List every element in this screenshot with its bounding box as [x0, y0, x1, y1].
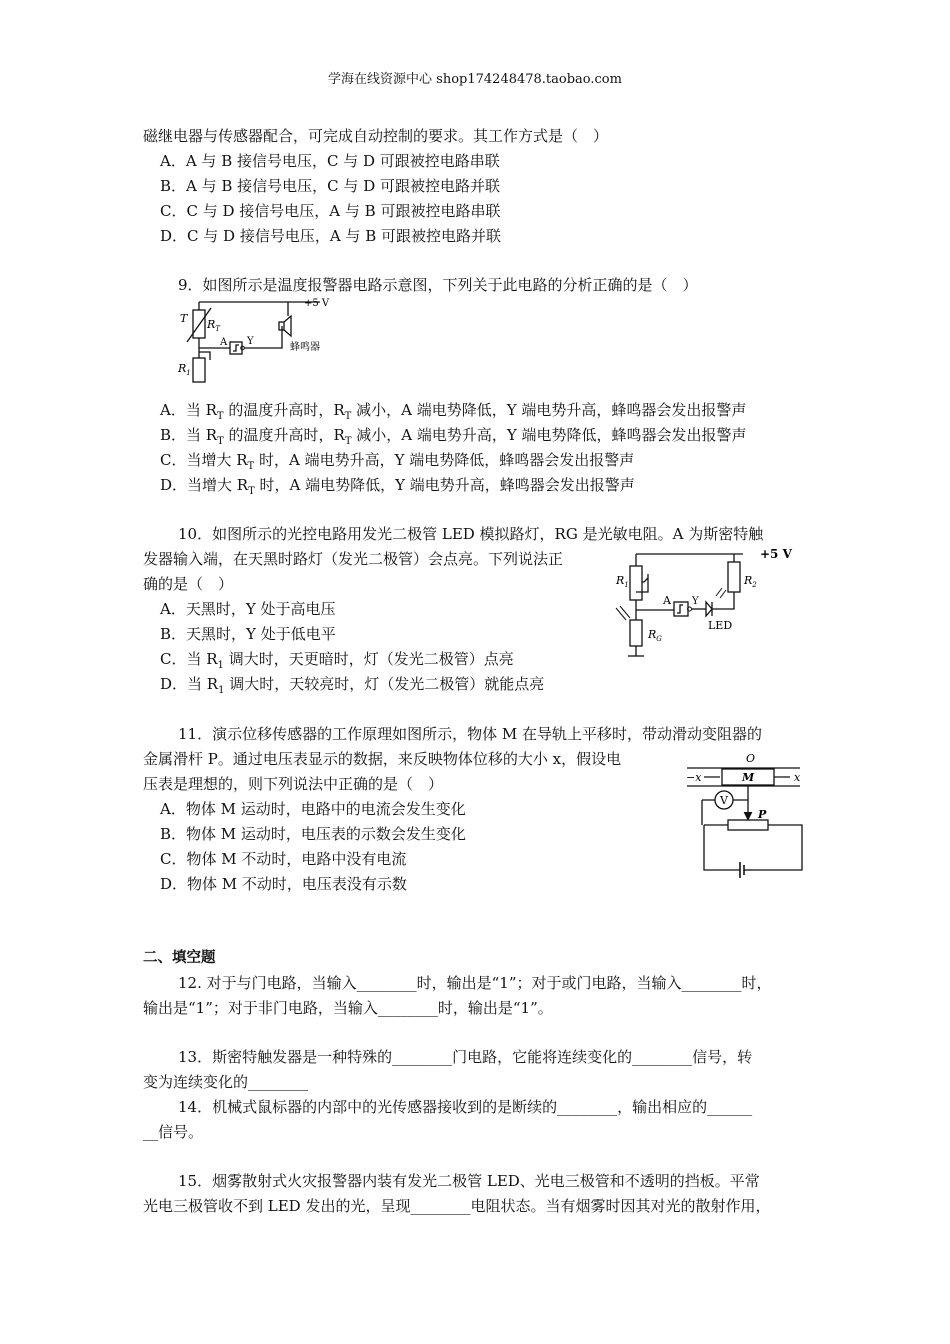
q11-option-c: C．物体 M 不动时，电路中没有电流 — [160, 850, 407, 868]
q11-label-o: O — [746, 752, 756, 765]
q11-label-x: x — [794, 771, 801, 784]
q10-resistor-r2 — [728, 562, 740, 592]
page-header: 学海在线资源中心 shop174248478.taobao.com — [328, 72, 622, 87]
q10-label-led: LED — [708, 619, 733, 632]
q12-line2: 输出是“1”；对于非门电路，当输入________时，输出是“1”。 — [143, 999, 553, 1017]
q10-led-diode — [706, 602, 712, 616]
q11-option-d: D．物体 M 不动时，电压表没有示数 — [160, 875, 407, 893]
q8-option-d: D．C 与 D 接信号电压，A 与 B 可跟被控电路并联 — [160, 227, 501, 245]
q11-slider-p — [744, 812, 752, 820]
q10-resistor-r1 — [630, 566, 642, 600]
q11-label-v: V — [720, 794, 728, 807]
q8-stem: 磁继电器与传感器配合，可完成自动控制的要求。其工作方式是（ ） — [143, 127, 609, 145]
svg-text:R2: $R_2$ — [744, 574, 757, 589]
q11-circuit-diagram — [682, 752, 812, 887]
section-title-fill-blank: 二、填空题 — [143, 950, 216, 966]
q9-option-c: C．当增大 $R_T$ 时，A 端电势升高，Y 端电势降低，蜂鸣器会发出报警声 — [160, 451, 635, 472]
q8-option-c: C．C 与 D 接信号电压，A 与 B 可跟被控电路串联 — [160, 202, 501, 220]
q11-stem-line2: 金属滑杆 P。通过电压表显示的数据，来反映物体位移的大小 x，假设电 — [143, 750, 622, 768]
q9-circuit-diagram — [172, 296, 342, 386]
q10-option-c: C．当 $R_1$ 调大时，天更暗时，灯（发光二极管）点亮 — [160, 650, 514, 671]
q11-slide-rheostat — [728, 820, 768, 830]
q11-stem-line1: 11．演示位移传感器的工作原理如图所示，物体 M 在导轨上平移时，带动滑动变阻器的 — [178, 725, 762, 743]
q11-label-negx: −x — [686, 771, 702, 784]
q10-label-5v: +5 V — [760, 547, 792, 561]
q9-option-b: B．当 $R_T$ 的温度升高时，$R_T$ 减小，A 端电势升高，Y 端电势降低，蜂鸣器会发出报警声 — [160, 426, 747, 447]
q9-label-t: T — [180, 312, 188, 325]
q9-label-buzzer: 蜂鸣器 — [290, 342, 320, 353]
q10-stem-line1: 10．如图所示的光控电路用发光二极管 LED 模拟路灯，RG 是光敏电阻。A 为斯密特触 — [178, 525, 764, 543]
q12-line1: 12. 对于与门电路，当输入________时，输出是“1”；对于或门电路，当输入________时， — [178, 974, 772, 992]
q10-photoresistor-rg — [630, 620, 642, 646]
q9-label-5v: +5 V — [304, 298, 330, 309]
q10-schmitt-trigger — [674, 602, 688, 616]
q11-label-p: P — [758, 808, 767, 821]
q13-line1: 13．斯密特触发器是一种特殊的________门电路，它能将连续变化的________信号，转 — [178, 1048, 753, 1066]
q10-stem-line2: 发器输入端，在天黑时路灯（发光二极管）会点亮。下列说法正 — [143, 550, 564, 568]
q8-option-a: A．A 与 B 接信号电压，C 与 D 可跟被控电路串联 — [160, 152, 500, 170]
q9-option-d: D．当增大 $R_T$ 时，A 端电势降低，Y 端电势升高，蜂鸣器会发出报警声 — [160, 476, 635, 497]
q14-line1: 14．机械式鼠标器的内部中的光传感器接收到的是断续的________，输出相应的______ — [178, 1098, 753, 1116]
svg-text:RG: $R_G$ — [648, 628, 662, 643]
q9-stem: 9．如图所示是温度报警器电路示意图，下列关于此电路的分析正确的是（ ） — [178, 276, 698, 294]
q10-stem-line3: 确的是（ ） — [143, 575, 234, 593]
q10-option-b: B．天黑时，Y 处于低电平 — [160, 625, 336, 643]
q9-label-a: A — [220, 337, 228, 348]
q14-line2: __信号。 — [143, 1123, 204, 1141]
svg-text:RT: $R_T$ — [207, 318, 220, 333]
q15-line2: 光电三极管收不到 LED 发出的光，呈现________电阻状态。当有烟雾时因其对光的散射作用， — [143, 1197, 771, 1215]
q8-option-b: B．A 与 B 接信号电压，C 与 D 可跟被控电路并联 — [160, 177, 500, 195]
svg-text:R1: $R_1$ — [178, 362, 191, 377]
q11-option-b: B．物体 M 运动时，电压表的示数会发生变化 — [160, 825, 466, 843]
q11-battery — [740, 862, 744, 878]
q11-label-m: M — [742, 771, 755, 784]
q10-circuit-diagram — [608, 544, 793, 664]
svg-text:R1: $R_1$ — [616, 574, 629, 589]
q11-option-a: A．物体 M 运动时，电路中的电流会发生变化 — [160, 800, 466, 818]
q10-option-d: D．当 $R_1$ 调大时，天较亮时，灯（发光二极管）就能点亮 — [160, 675, 545, 696]
q9-resistor-r1 — [193, 358, 205, 382]
q10-option-a: A．天黑时，Y 处于高电压 — [160, 600, 336, 618]
q13-line2: 变为连续变化的________ — [143, 1073, 309, 1091]
q9-label-y: Y — [247, 336, 254, 347]
q10-label-y: Y — [692, 596, 699, 607]
q15-line1: 15．烟雾散射式火灾报警器内装有发光二极管 LED、光电三极管和不透明的挡板。平常 — [178, 1172, 760, 1190]
q10-label-a: A — [663, 594, 671, 607]
q9-option-a: A．当 $R_T$ 的温度升高时，$R_T$ 减小，A 端电势降低，Y 端电势升高，蜂鸣器会发出报警声 — [160, 401, 747, 422]
q11-stem-line3: 压表是理想的，则下列说法中正确的是（ ） — [143, 775, 444, 793]
